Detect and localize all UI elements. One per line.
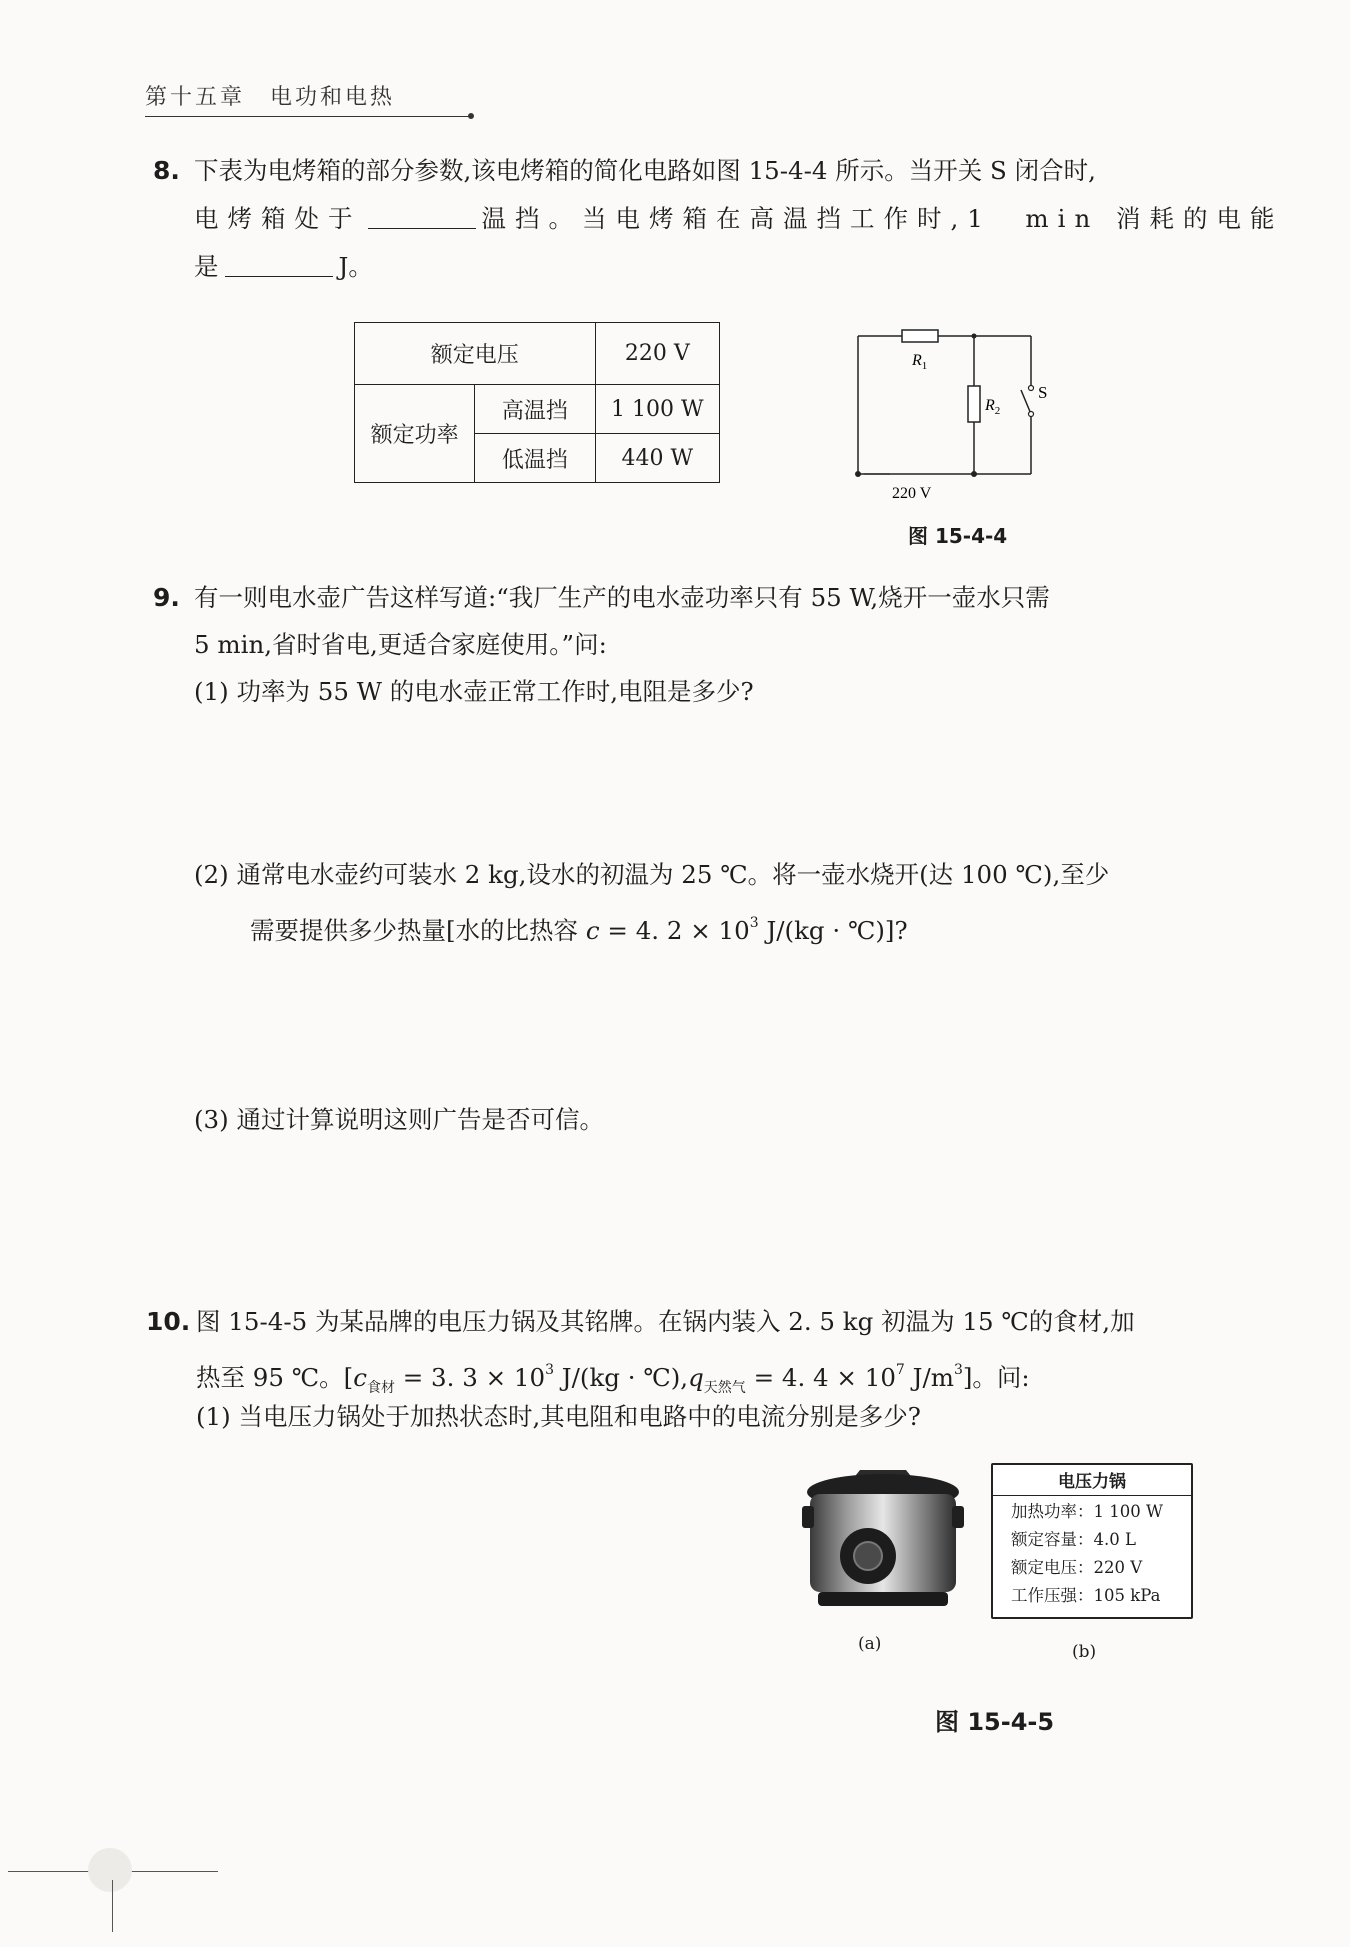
q8-line2-b: 温挡。当电烤箱在高温挡工作时,1 min 消耗的电能 <box>481 204 1284 233</box>
q10-number: 10. <box>146 1307 191 1336</box>
chapter-header: 第十五章 电功和电热 <box>145 85 396 110</box>
q10-q-symbol: q <box>688 1363 704 1392</box>
rated-power-label: 额定功率 <box>355 385 475 483</box>
switch-s <box>1021 390 1031 414</box>
nameplate-rows <box>993 1496 1191 1610</box>
q8-line3-a: 是 <box>194 252 219 281</box>
voltage-label: 220 V <box>892 485 932 502</box>
circuit-diagram-15-4-4 <box>850 320 1050 510</box>
q9-exponent: 3 <box>749 915 759 931</box>
nameplate <box>991 1463 1193 1619</box>
nameplate-row-pressure: 工作压强：105 kPa <box>1011 1586 1161 1605</box>
switch-pivot <box>1029 412 1034 417</box>
rated-voltage-label: 额定电压 <box>355 323 596 385</box>
q10-line1: 图 15-4-5 为某品牌的电压力锅及其铭牌。在锅内装入 2. 5 kg 初温为 15 ℃的食材,加 <box>196 1307 1135 1336</box>
q9-part2-text-c: J/(kg · ℃)]? <box>758 916 908 945</box>
figure-caption-15-4-4: 图 15-4-4 <box>908 524 1008 548</box>
q9-c-symbol: c <box>585 916 600 945</box>
q9-part2-text-b: = 4. 2 × 10 <box>599 916 750 945</box>
cooker-base <box>818 1592 948 1606</box>
switch-label: S <box>1038 383 1048 402</box>
header-dot <box>468 113 474 119</box>
q9-line2: 5 min,省时省电,更适合家庭使用。”问: <box>194 630 607 659</box>
nameplate-row-capacity: 额定容量：4.0 L <box>1011 1530 1136 1549</box>
q9-part3: (3) 通过计算说明这则广告是否可信。 <box>194 1105 604 1134</box>
q10-exponent-3: 3 <box>953 1362 963 1378</box>
q10-part1: (1) 当电压力锅处于加热状态时,其电阻和电路中的电流分别是多少? <box>196 1402 921 1431</box>
q10-text-b: = 3. 3 × 10 <box>394 1363 546 1392</box>
r2-resistor <box>968 386 980 422</box>
q10-c-symbol: c <box>353 1363 367 1392</box>
q10-text-f: ]。问: <box>962 1363 1030 1392</box>
q9-line1: 有一则电水壶广告这样写道:“我厂生产的电水壶功率只有 55 W,烧开一壶水只需 <box>194 583 1050 612</box>
q8-line2-a: 电烤箱处于 <box>194 204 362 233</box>
label-a: (a) <box>858 1634 882 1654</box>
low-temp-value: 440 W <box>595 434 719 483</box>
node-top <box>972 334 977 339</box>
nameplate-title: 电压力锅 <box>993 1469 1191 1496</box>
q8-blank-2[interactable] <box>225 250 333 277</box>
high-temp-label: 高温挡 <box>475 385 595 434</box>
header-rule <box>145 116 471 117</box>
q8-param-table <box>354 322 720 483</box>
q10-q-subscript: 天然气 <box>703 1380 746 1396</box>
figure-caption-15-4-5: 图 15-4-5 <box>935 1708 1055 1736</box>
q10-text-e: J/m <box>904 1363 954 1392</box>
q9-number: 9. <box>153 583 180 612</box>
node-left <box>855 471 861 477</box>
q10-exponent-2: 7 <box>895 1362 905 1378</box>
switch-contact <box>1029 386 1034 391</box>
cooker-side-handle-right <box>952 1506 964 1528</box>
cooker-side-handle-left <box>802 1506 814 1528</box>
q10-text-a: 热至 95 ℃。[ <box>196 1363 354 1392</box>
r1-label: $R_1$ <box>912 352 928 372</box>
q9-part2-line1: (2) 通常电水壶约可装水 2 kg,设水的初温为 25 ℃。将一壶水烧开(达 100 ℃),至少 <box>194 860 1110 889</box>
pressure-cooker-image <box>798 1462 968 1622</box>
control-dial-icon <box>854 1542 882 1570</box>
r1-resistor <box>902 330 938 342</box>
q10-c-subscript: 食材 <box>366 1380 395 1396</box>
low-temp-label: 低温挡 <box>475 434 595 483</box>
q8-blank-1[interactable] <box>368 202 476 229</box>
q9-part2-text-a: 需要提供多少热量[水的比热容 <box>250 916 586 945</box>
q8-number: 8. <box>153 156 180 185</box>
q8-line3 <box>194 244 373 290</box>
nameplate-row-rated-voltage: 额定电压：220 V <box>1011 1558 1143 1577</box>
node-right <box>971 471 977 477</box>
high-temp-value: 1 100 W <box>595 385 719 434</box>
q10-exponent-1: 3 <box>545 1362 555 1378</box>
q8-line1: 下表为电烤箱的部分参数,该电烤箱的简化电路如图 15-4-4 所示。当开关 S 闭合时, <box>194 156 1096 185</box>
rated-voltage-value: 220 V <box>595 323 719 385</box>
r2-label: $R_2$ <box>985 397 1001 417</box>
q10-text-c: J/(kg · ℃), <box>554 1363 689 1392</box>
label-b: (b) <box>1072 1642 1097 1662</box>
footer-vertical-rule <box>112 1880 113 1932</box>
q8-line3-b: J。 <box>338 252 373 281</box>
q10-text-d: = 4. 4 × 10 <box>745 1363 896 1392</box>
nameplate-row-heating-power: 加热功率：1 100 W <box>1011 1502 1163 1521</box>
q8-line2 <box>194 196 1284 242</box>
page-number-circle <box>88 1848 132 1892</box>
q9-part1: (1) 功率为 55 W 的电水壶正常工作时,电阻是多少? <box>194 677 754 706</box>
q9-part2-line2 <box>250 900 908 954</box>
